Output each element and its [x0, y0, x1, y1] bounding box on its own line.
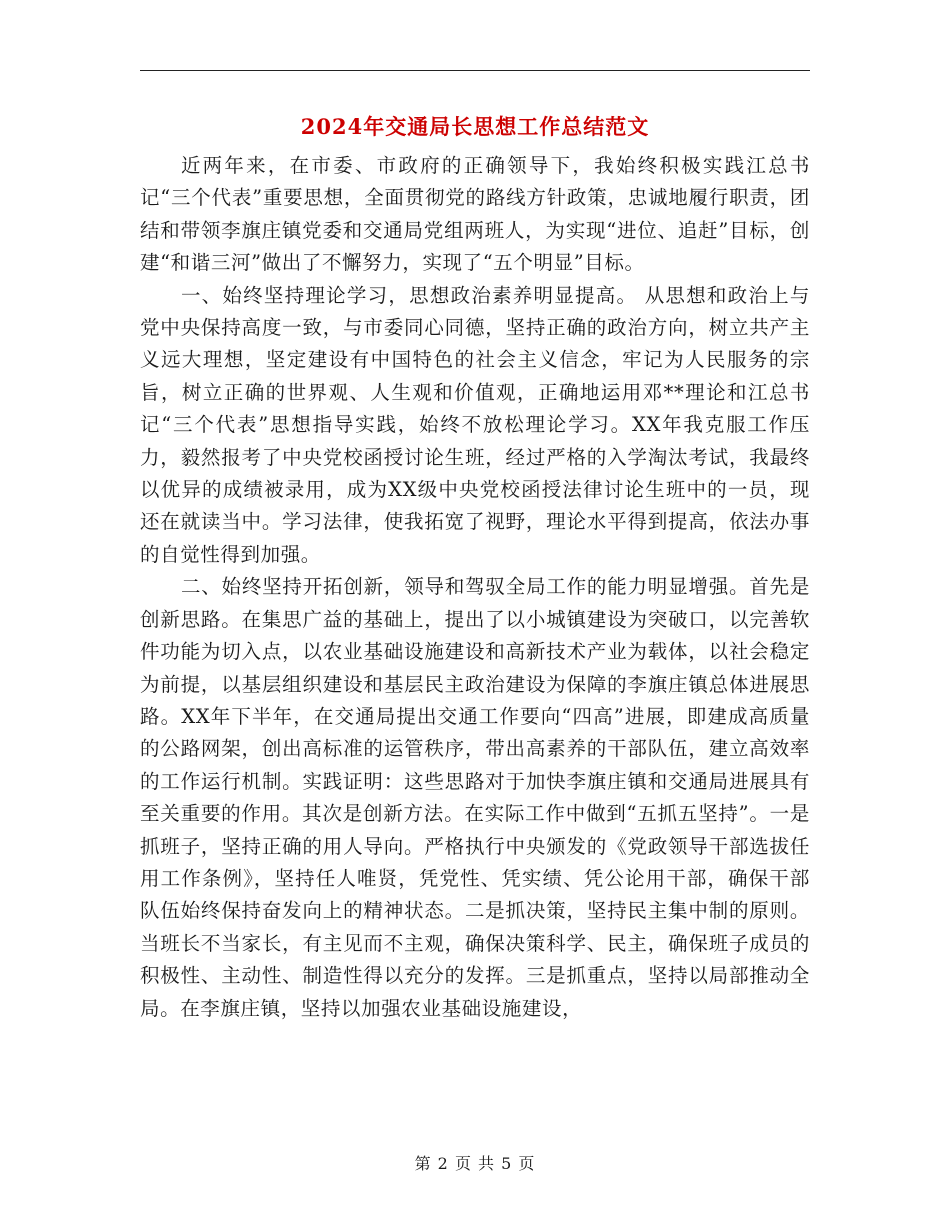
page-number-footer: 第 2 页 共 5 页	[414, 1154, 536, 1173]
paragraph-section-2: 二、始终坚持开拓创新，领导和驾驭全局工作的能力明显增强。首先是创新思路。在集思广益的基础上，提出了以小城镇建设为突破口，以完善软件功能为切入点，以农业基础设施建设和高新技术产业为载体，以社会稳定为前提，以基层组织建设和基层民主政治建设为保障的李旗庄镇总体进展思路。XX年下半年，在交通局提出交通工作要向“四高”进展，即建成高质量的公路网架，创出高标准的运管秩序，带出高素养的干部队伍，建立高效率的工作运行机制。实践证明：这些思路对于加快李旗庄镇和交通局进展具有至关重要的作用。其次是创新方法。在实际工作中做到“五抓五坚持”。一是抓班子，坚持正确的用人导向。严格执行中央颁发的《党政领导干部选拔任用工作条例》，坚持任人唯贤，凭党性、凭实绩、凭公论用干部，确保干部队伍始终保持奋发向上的精神状态。二是抓决策，坚持民主集中制的原则。当班长不当家长，有主见而不主观，确保决策科学、民主，确保班子成员的积极性、主动性、制造性得以充分的发挥。三是抓重点，坚持以局部推动全局。在李旗庄镇，坚持以加强农业基础设施建设，	[140, 575, 810, 1020]
document-title: 2024年交通局长思想工作总结范文	[300, 114, 650, 139]
paragraph-intro: 近两年来，在市委、市政府的正确领导下，我始终积极实践江总书记“三个代表”重要思想，全面贯彻党的路线方针政策，忠诚地履行职责，团结和带领李旗庄镇党委和交通局党组两班人，为实现“进位、追赶”目标，创建“和谐三河”做出了不懈努力，实现了“五个明显”目标。	[140, 154, 810, 275]
paragraph-section-1: 一、始终坚持理论学习，思想政治素养明显提高。 从思想和政治上与党中央保持高度一致，与市委同心同德，坚持正确的政治方向，树立共产主义远大理想，坚定建设有中国特色的社会主义信念，牢记为人民服务的宗旨，树立正确的世界观、人生观和价值观，正确地运用邓**理论和江总书记“三个代表”思想指导实践，始终不放松理论学习。XX年我克服工作压力，毅然报考了中央党校函授讨论生班，经过严格的入学淘汰考试，我最终以优异的成绩被录用，成为XX级中央党校函授法律讨论生班中的一员，现还在就读当中。学习法律，使我拓宽了视野，理论水平得到提高，依法办事的自觉性得到加强。	[140, 283, 810, 566]
document-body	[140, 150, 810, 1025]
header-rule	[140, 70, 810, 71]
